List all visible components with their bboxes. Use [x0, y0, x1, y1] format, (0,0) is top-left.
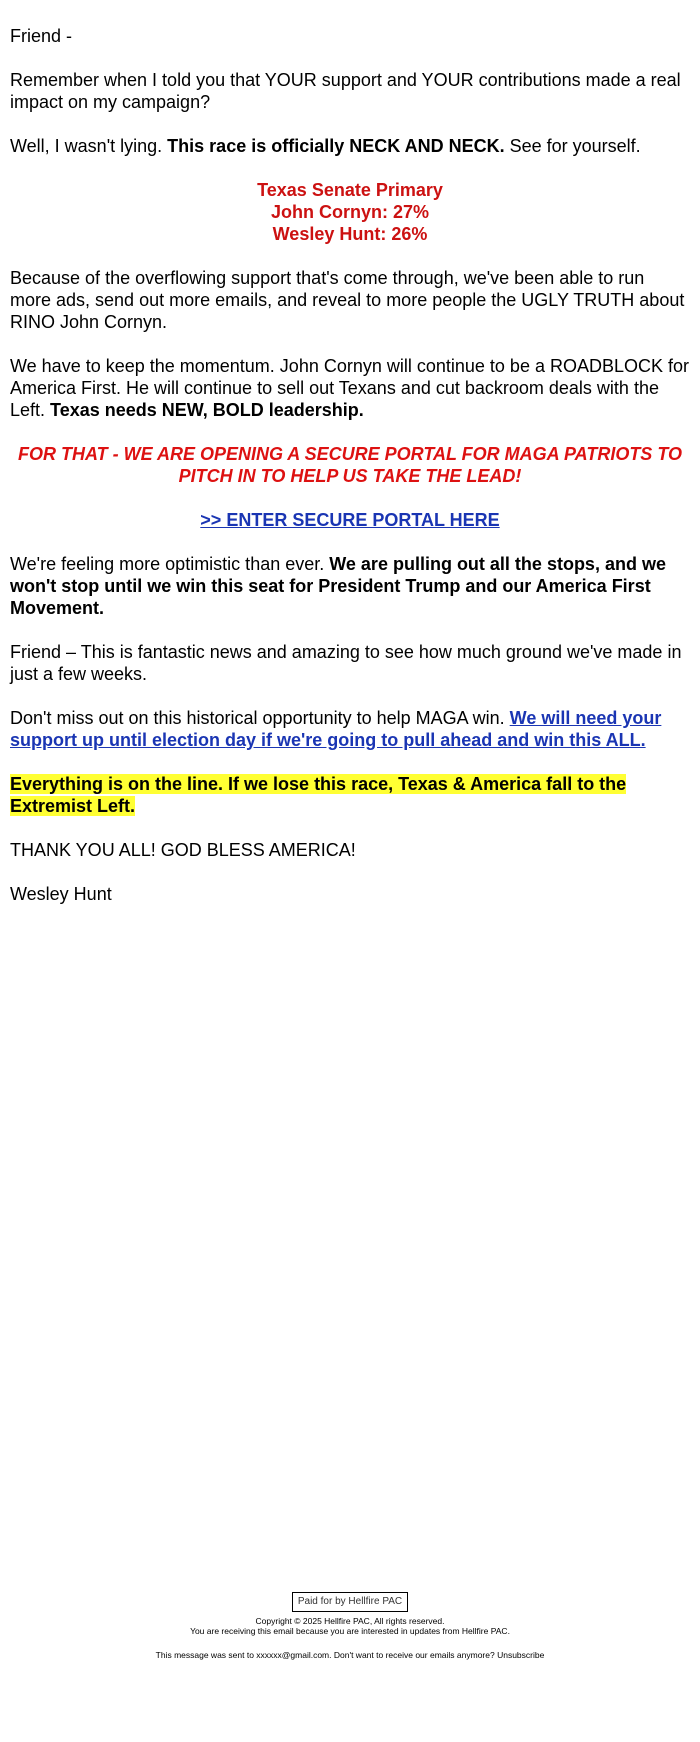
poll-results [10, 179, 690, 245]
sent-to-text: This message was sent to xxxxxx@gmail.com. Don't want to receive our emails anymore? [155, 1650, 498, 1660]
paragraph-support: Remember when I told you that YOUR support and YOUR contributions made a real impact on my campaign? [10, 70, 681, 112]
portal-announcement: FOR THAT - WE ARE OPENING A SECURE PORTAL FOR MAGA PATRIOTS TO PITCH IN TO HELP US TAKE THE LEAD! [17, 444, 682, 486]
greeting: Friend - [10, 26, 73, 46]
neck-bold-text: This race is officially NECK AND NECK. [167, 136, 505, 156]
portal-link-row [10, 509, 690, 531]
enter-secure-portal-link[interactable]: >> ENTER SECURE PORTAL HERE [200, 510, 500, 530]
receiving-text: You are receiving this email because you are interested in updates from Hellfire PAC. [190, 1626, 510, 1636]
paragraph-momentum [10, 355, 690, 421]
unsubscribe-link[interactable]: Unsubscribe [497, 1650, 545, 1660]
momentum-bold-text: Texas needs NEW, BOLD leadership. [50, 400, 364, 420]
optimistic-text: We're feeling more optimistic than ever. [10, 554, 330, 574]
support-link[interactable]: We will need your support up until election day if we're going to pull ahead and win this ALL. [10, 708, 662, 750]
opportunity-text: Don't miss out on this historical opportunity to help MAGA win. [10, 708, 510, 728]
signature: Wesley Hunt [10, 884, 112, 904]
paragraph-overflowing-support: Because of the overflowing support that's come through, we've been able to run more ads, send out more emails, and reveal to more people the UGLY TRUTH about RINO John Cornyn. [10, 268, 685, 332]
email-footer [0, 1591, 700, 1660]
poll-title: Texas Senate Primary [257, 180, 443, 200]
momentum-text: We have to keep the momentum. John Cornyn will continue to be a ROADBLOCK for America First. He will continue to sell out Texans and cut backroom deals with the Left. [10, 356, 689, 420]
paragraph-thank-you: THANK YOU ALL! GOD BLESS AMERICA! [10, 840, 356, 860]
highlighted-warning: Everything is on the line. If we lose this race, Texas & America fall to the Extremist Left. [10, 774, 627, 816]
paragraph-neck-and-neck [10, 135, 690, 157]
paid-for-box: Paid for by Hellfire PAC [292, 1592, 408, 1612]
paragraph-on-the-line [10, 773, 690, 817]
paragraph-opportunity [10, 707, 690, 751]
optimistic-bold-text: We are pulling out all the stops, and we won't stop until we win this seat for President Trump and our America First Movement. [10, 554, 666, 618]
neck-pre-text: Well, I wasn't lying. [10, 136, 168, 156]
paragraph-optimistic [10, 553, 690, 619]
paragraph-fantastic-news: Friend – This is fantastic news and amazing to see how much ground we've made in just a few weeks. [10, 642, 682, 684]
sent-to-line [0, 1650, 700, 1660]
poll-cornyn: John Cornyn: 27% [270, 202, 430, 222]
copyright-text: Copyright © 2025 Hellfire PAC, All rights reserved. [255, 1616, 445, 1626]
neck-post-text: See for yourself. [504, 136, 641, 156]
poll-hunt: Wesley Hunt: 26% [272, 224, 428, 244]
